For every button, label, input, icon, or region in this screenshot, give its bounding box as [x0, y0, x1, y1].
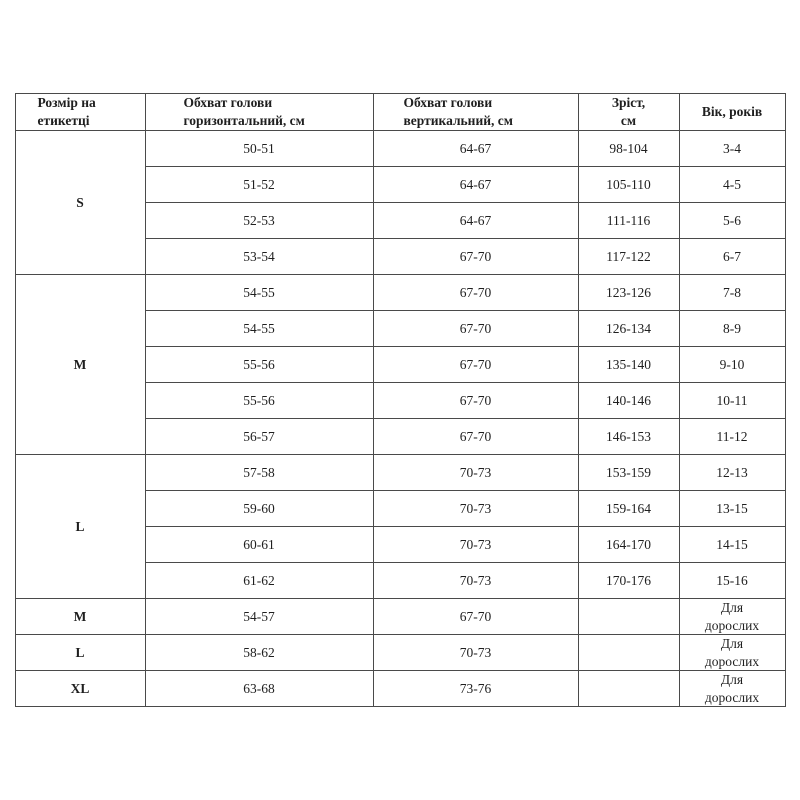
cell-horizontal-circumference: 50-51: [145, 131, 373, 167]
cell-age: 4-5: [679, 167, 785, 203]
cell-age: 15-16: [679, 563, 785, 599]
cell-horizontal-circumference: 51-52: [145, 167, 373, 203]
table-body: [15, 131, 785, 707]
cell-vertical-circumference: 67-70: [373, 239, 578, 275]
table-row: [15, 599, 785, 635]
cell-horizontal-circumference: 53-54: [145, 239, 373, 275]
cell-age: 10-11: [679, 383, 785, 419]
cell-age: Для дорослих: [679, 599, 785, 635]
cell-height: 123-126: [578, 275, 679, 311]
cell-height: [578, 635, 679, 671]
cell-age: 11-12: [679, 419, 785, 455]
table-row: [15, 635, 785, 671]
table-row: [15, 131, 785, 167]
cell-vertical-circumference: 67-70: [373, 599, 578, 635]
cell-age: 6-7: [679, 239, 785, 275]
cell-vertical-circumference: 67-70: [373, 347, 578, 383]
size-chart-table: [15, 93, 786, 708]
table-row: [15, 455, 785, 491]
cell-horizontal-circumference: 56-57: [145, 419, 373, 455]
size-label-cell: L: [15, 635, 145, 671]
cell-horizontal-circumference: 54-57: [145, 599, 373, 635]
column-header-label-size: Розмір на етикетці: [15, 93, 145, 130]
cell-age: Для дорослих: [679, 671, 785, 707]
cell-vertical-circumference: 73-76: [373, 671, 578, 707]
cell-vertical-circumference: 70-73: [373, 635, 578, 671]
cell-horizontal-circumference: 55-56: [145, 383, 373, 419]
cell-vertical-circumference: 67-70: [373, 383, 578, 419]
cell-vertical-circumference: 70-73: [373, 491, 578, 527]
cell-vertical-circumference: 67-70: [373, 311, 578, 347]
cell-vertical-circumference: 64-67: [373, 131, 578, 167]
cell-vertical-circumference: 64-67: [373, 167, 578, 203]
cell-height: 117-122: [578, 239, 679, 275]
cell-horizontal-circumference: 63-68: [145, 671, 373, 707]
table-header-row: [15, 93, 785, 130]
column-header-vertical-circumference: Обхват голови вертикальний, см: [373, 93, 578, 130]
table-row: [15, 275, 785, 311]
cell-height: 105-110: [578, 167, 679, 203]
cell-age: 12-13: [679, 455, 785, 491]
cell-height: 111-116: [578, 203, 679, 239]
cell-vertical-circumference: 67-70: [373, 419, 578, 455]
cell-height: 126-134: [578, 311, 679, 347]
cell-age: 14-15: [679, 527, 785, 563]
column-header-horizontal-circumference: Обхват голови горизонтальний, см: [145, 93, 373, 130]
column-header-age: Вік, років: [679, 93, 785, 130]
cell-age: 9-10: [679, 347, 785, 383]
size-label-cell: S: [15, 131, 145, 275]
cell-height: [578, 599, 679, 635]
cell-vertical-circumference: 70-73: [373, 527, 578, 563]
size-label-cell: M: [15, 275, 145, 455]
cell-horizontal-circumference: 54-55: [145, 311, 373, 347]
cell-height: 153-159: [578, 455, 679, 491]
cell-age: 7-8: [679, 275, 785, 311]
cell-height: [578, 671, 679, 707]
cell-horizontal-circumference: 55-56: [145, 347, 373, 383]
cell-vertical-circumference: 64-67: [373, 203, 578, 239]
cell-horizontal-circumference: 59-60: [145, 491, 373, 527]
cell-height: 164-170: [578, 527, 679, 563]
cell-horizontal-circumference: 57-58: [145, 455, 373, 491]
cell-age: 13-15: [679, 491, 785, 527]
cell-horizontal-circumference: 58-62: [145, 635, 373, 671]
cell-age: 5-6: [679, 203, 785, 239]
cell-vertical-circumference: 70-73: [373, 455, 578, 491]
table-row: [15, 671, 785, 707]
size-label-cell: L: [15, 455, 145, 599]
size-label-cell: M: [15, 599, 145, 635]
cell-height: 140-146: [578, 383, 679, 419]
size-label-cell: XL: [15, 671, 145, 707]
cell-horizontal-circumference: 61-62: [145, 563, 373, 599]
table-header: [15, 93, 785, 130]
column-header-height: Зріст, см: [578, 93, 679, 130]
cell-age: 8-9: [679, 311, 785, 347]
cell-age: Для дорослих: [679, 635, 785, 671]
cell-height: 170-176: [578, 563, 679, 599]
cell-age: 3-4: [679, 131, 785, 167]
cell-horizontal-circumference: 52-53: [145, 203, 373, 239]
cell-height: 159-164: [578, 491, 679, 527]
cell-horizontal-circumference: 60-61: [145, 527, 373, 563]
cell-height: 98-104: [578, 131, 679, 167]
cell-height: 135-140: [578, 347, 679, 383]
cell-vertical-circumference: 70-73: [373, 563, 578, 599]
cell-horizontal-circumference: 54-55: [145, 275, 373, 311]
cell-height: 146-153: [578, 419, 679, 455]
cell-vertical-circumference: 67-70: [373, 275, 578, 311]
